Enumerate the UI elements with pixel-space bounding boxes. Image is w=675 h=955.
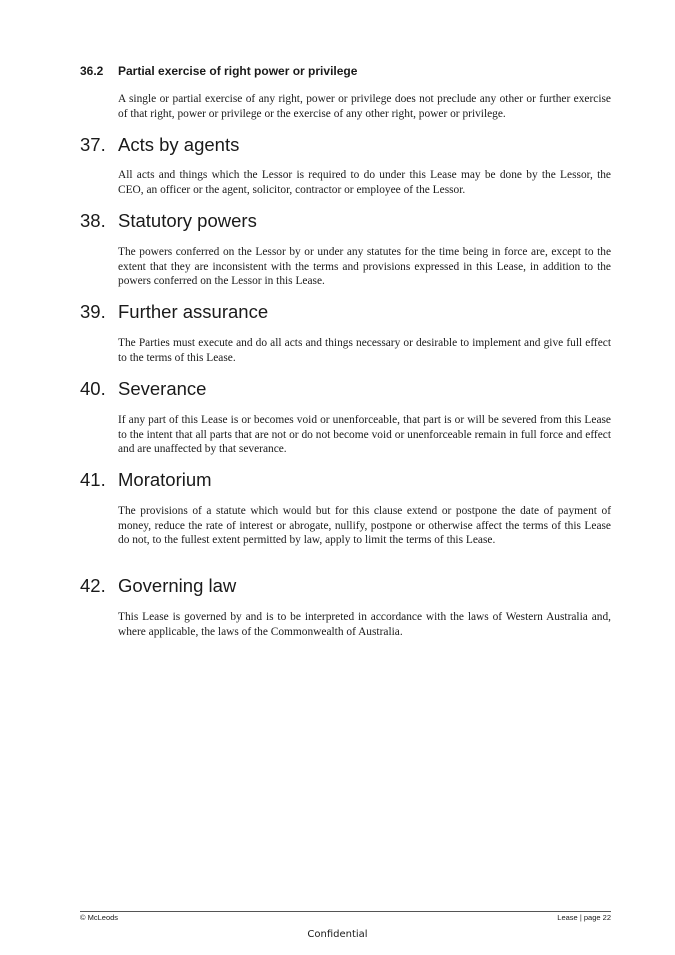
clause-heading-39	[80, 301, 268, 323]
confidential-label: Confidential	[307, 929, 368, 940]
clause-number: 40.	[80, 378, 106, 399]
clause-number: 37.	[80, 134, 106, 155]
clause-title: Statutory powers	[118, 210, 257, 231]
clause-heading-41	[80, 469, 212, 491]
footer-separator: |	[579, 913, 584, 922]
footer-divider	[80, 911, 611, 912]
clause-title: Further assurance	[118, 301, 269, 322]
clause-heading-37	[80, 134, 239, 156]
clause-body-37: All acts and things which the Lessor is required to do under this Lease may be done by the Lessor, the CEO, an officer or the agent, solicitor, contractor or employee of the Lessor.	[118, 169, 611, 196]
clause-title: Governing law	[118, 575, 237, 596]
clause-body-41: The provisions of a statute which would but for this clause extend or postpone the date of payment of money, reduce the rate of interest or abrogate, nullify, postpone or otherwise affect the terms of this Lease do not, to the fullest extent permitted by law, apply to limit the terms of this Lease.	[118, 505, 611, 547]
clause-body-40: If any part of this Lease is or becomes void or unenforceable, that part is or will be severed from this Lease to the intent that all parts that are not or do not become void or unenforceable remain in full force and effect and are unaffected by that severance.	[118, 414, 611, 456]
clause-heading-40	[80, 378, 206, 400]
clause-body-42: This Lease is governed by and is to be interpreted in accordance with the laws of Western Australia and, where applicable, the laws of the Commonwealth of Australia.	[118, 611, 611, 638]
footer-page-info	[557, 913, 611, 923]
clause-body-39: The Parties must execute and do all acts and things necessary or desirable to implement and give full effect to the terms of this Lease.	[118, 337, 611, 364]
footer-copyright: © McLeods	[80, 913, 119, 922]
clause-title: Acts by agents	[118, 134, 240, 155]
clause-number: 38.	[80, 210, 106, 231]
footer-page-number: page 22	[583, 913, 611, 922]
clause-number: 39.	[80, 301, 106, 322]
subsection-heading	[80, 64, 357, 78]
subsection-title: Partial exercise of right power or privilege	[118, 64, 358, 78]
clause-heading-42	[80, 575, 236, 597]
clause-title: Moratorium	[118, 469, 212, 490]
clause-number: 42.	[80, 575, 106, 596]
clause-heading-38	[80, 210, 257, 232]
subsection-number: 36.2	[80, 64, 104, 78]
clause-body-38: The powers conferred on the Lessor by or under any statutes for the time being in force are, except to the extent that they are inconsistent with the terms and provisions expressed in this Lease, in addition to the powers conferred on the Lessor in this Lease.	[118, 246, 611, 288]
clause-title: Severance	[118, 378, 207, 399]
clause-number: 41.	[80, 469, 106, 490]
footer-document-name: Lease	[557, 913, 578, 922]
subsection-body: A single or partial exercise of any right, power or privilege does not preclude any other or further exercise of that right, power or privilege or the exercise of any other right, power or privilege.	[118, 93, 611, 120]
